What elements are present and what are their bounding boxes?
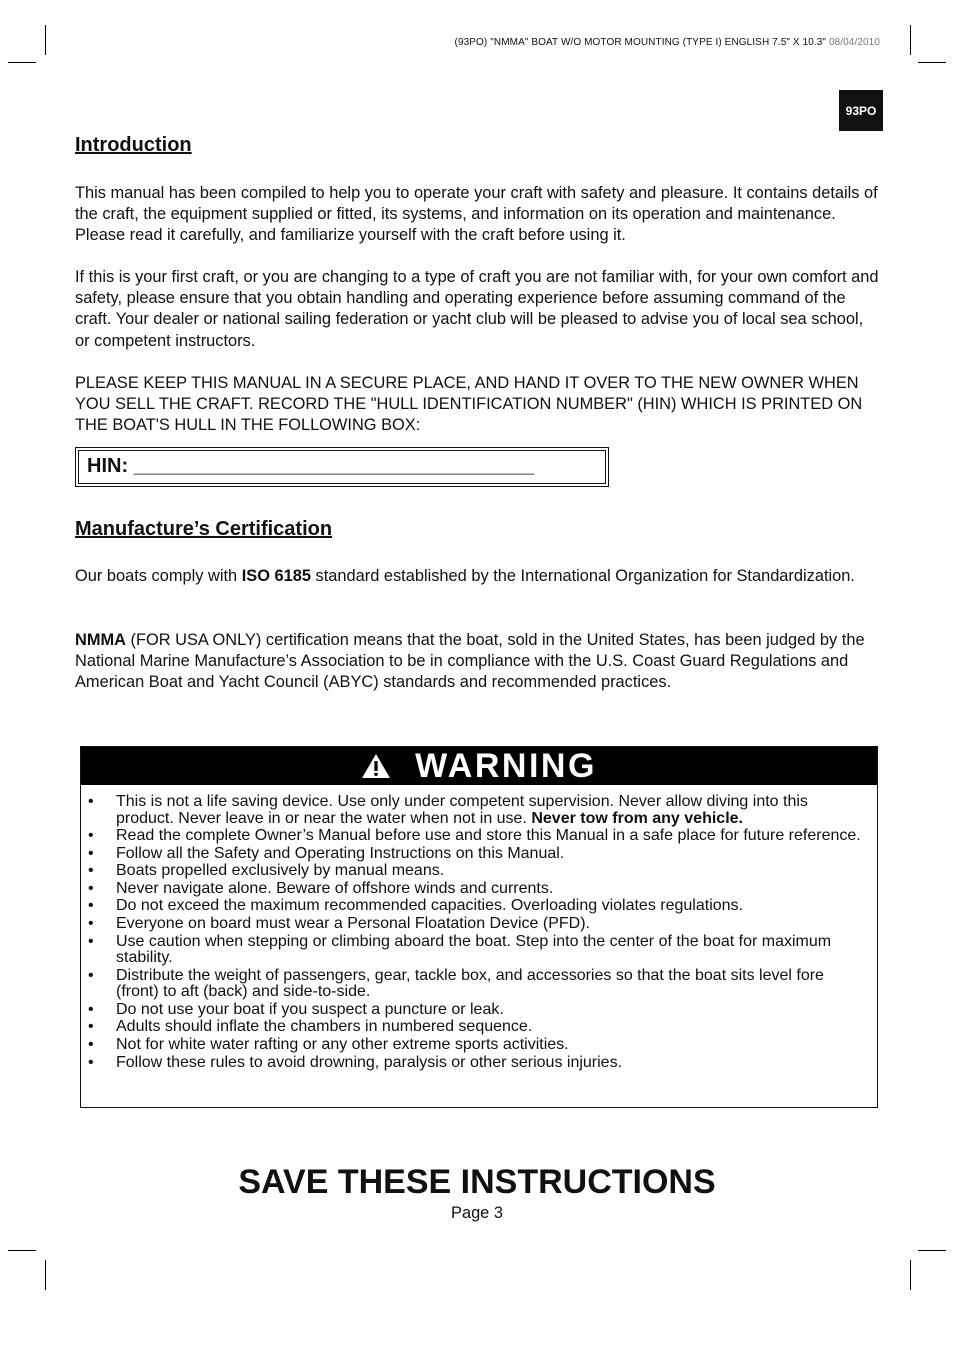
intro-paragraph-1: This manual has been compiled to help you to operate your craft with safety and pleasure. It contains details of the craft, the equipment supplied or fitted, its systems, and information on its operation and maintenance. Please read it carefully, and familiarize yourself with the craft before using it.	[75, 184, 878, 245]
intro-paragraph-2: If this is your first craft, or you are changing to a type of craft you are not familiar with, for your own comfort and safety, please ensure that you obtain handling and operating experience before assuming command of the craft. Your dealer or national sailing federation or yacht club will be pleased to advise you of local sea school, or competent instructors.	[75, 268, 879, 350]
crop-mark	[910, 25, 911, 55]
hin-field	[78, 450, 606, 484]
warning-item-emphasis: Never tow from any vehicle.	[531, 809, 743, 827]
crop-mark	[918, 62, 946, 63]
crop-mark	[45, 25, 46, 55]
save-instructions-title: SAVE THESE INSTRUCTIONS	[238, 1163, 716, 1201]
warning-item: • Not for white water rafting or any other extreme sports activities.	[116, 1037, 867, 1055]
intro-heading: Introduction	[75, 134, 192, 156]
warning-header	[81, 747, 877, 785]
certification-heading: Manufacture’s Certification	[75, 518, 333, 540]
warning-item: • Everyone on board must wear a Personal Floatation Device (PFD).	[116, 916, 867, 934]
warning-item-text: This is not a life saving device. Use only under competent supervision. Never allow diving into this product. Never leave in or near the water when not in use.	[116, 793, 808, 827]
crop-mark	[8, 1250, 36, 1251]
warning-item: • Do not use your boat if you suspect a puncture or leak.	[116, 1002, 867, 1020]
certification-paragraph-1	[75, 566, 880, 587]
warning-list	[81, 785, 877, 1072]
cert-p1-text: Our boats comply with	[75, 567, 242, 585]
hin-blank-line: ____________________________________	[133, 455, 535, 477]
warning-item: • Do not exceed the maximum recommended capacities. Overloading violates regulations.	[116, 898, 867, 916]
print-header	[300, 37, 880, 48]
hin-box	[75, 447, 609, 487]
warning-box	[80, 746, 878, 1108]
hin-label: HIN:	[87, 455, 129, 477]
warning-item: • Follow these rules to avoid drowning, paralysis or other serious injuries.	[116, 1055, 867, 1073]
warning-item	[116, 794, 867, 828]
print-date: 08/04/2010	[828, 37, 880, 48]
crop-mark	[45, 1260, 46, 1290]
nmma-label: NMMA	[75, 631, 126, 649]
certification-paragraph-2	[75, 630, 880, 694]
section-tab: 93PO	[839, 90, 883, 131]
warning-item: • Never navigate alone. Beware of offshore winds and currents.	[116, 881, 867, 899]
page-number: Page 3	[451, 1204, 503, 1222]
cert-p2-text: (FOR USA ONLY) certification means that the boat, sold in the United States, has been judged by the National Marine Manufacture’s Association to be in compliance with the U.S. Coast Guard Regulations and American Boat and Yacht Council (ABYC) standards and recommended practices.	[75, 631, 865, 692]
iso-standard: ISO 6185	[241, 567, 311, 585]
warning-triangle-icon	[361, 753, 391, 779]
warning-title: WARNING	[415, 746, 597, 785]
warning-item: • Adults should inflate the chambers in numbered sequence.	[116, 1019, 867, 1037]
warning-item: • Follow all the Safety and Operating Instructions on this Manual.	[116, 846, 867, 864]
crop-mark	[918, 1250, 946, 1251]
print-header-text: (93PO) "NMMA" BOAT W/O MOTOR MOUNTING (TYPE I) ENGLISH 7.5" X 10.3"	[454, 37, 827, 48]
warning-item: • Boats propelled exclusively by manual means.	[116, 863, 867, 881]
warning-item: • Use caution when stepping or climbing aboard the boat. Step into the center of the boat for maximum stability.	[116, 934, 867, 968]
warning-item: • Distribute the weight of passengers, gear, tackle box, and accessories so that the boat sits level fore (front) to aft (back) and side-to-side.	[116, 968, 867, 1002]
cert-p1-text-end: standard established by the International Organization for Standardization.	[310, 567, 855, 585]
warning-item: • Read the complete Owner’s Manual before use and store this Manual in a safe place for future reference.	[116, 828, 867, 846]
crop-mark	[910, 1260, 911, 1290]
crop-mark	[8, 62, 36, 63]
intro-paragraph-3: PLEASE KEEP THIS MANUAL IN A SECURE PLACE, AND HAND IT OVER TO THE NEW OWNER WHEN YOU SELL THE CRAFT. RECORD THE "HULL IDENTIFICATION NUMBER" (HIN) WHICH IS PRINTED ON THE BOAT'S HULL IN THE FOLLOWING BOX:	[75, 374, 863, 435]
